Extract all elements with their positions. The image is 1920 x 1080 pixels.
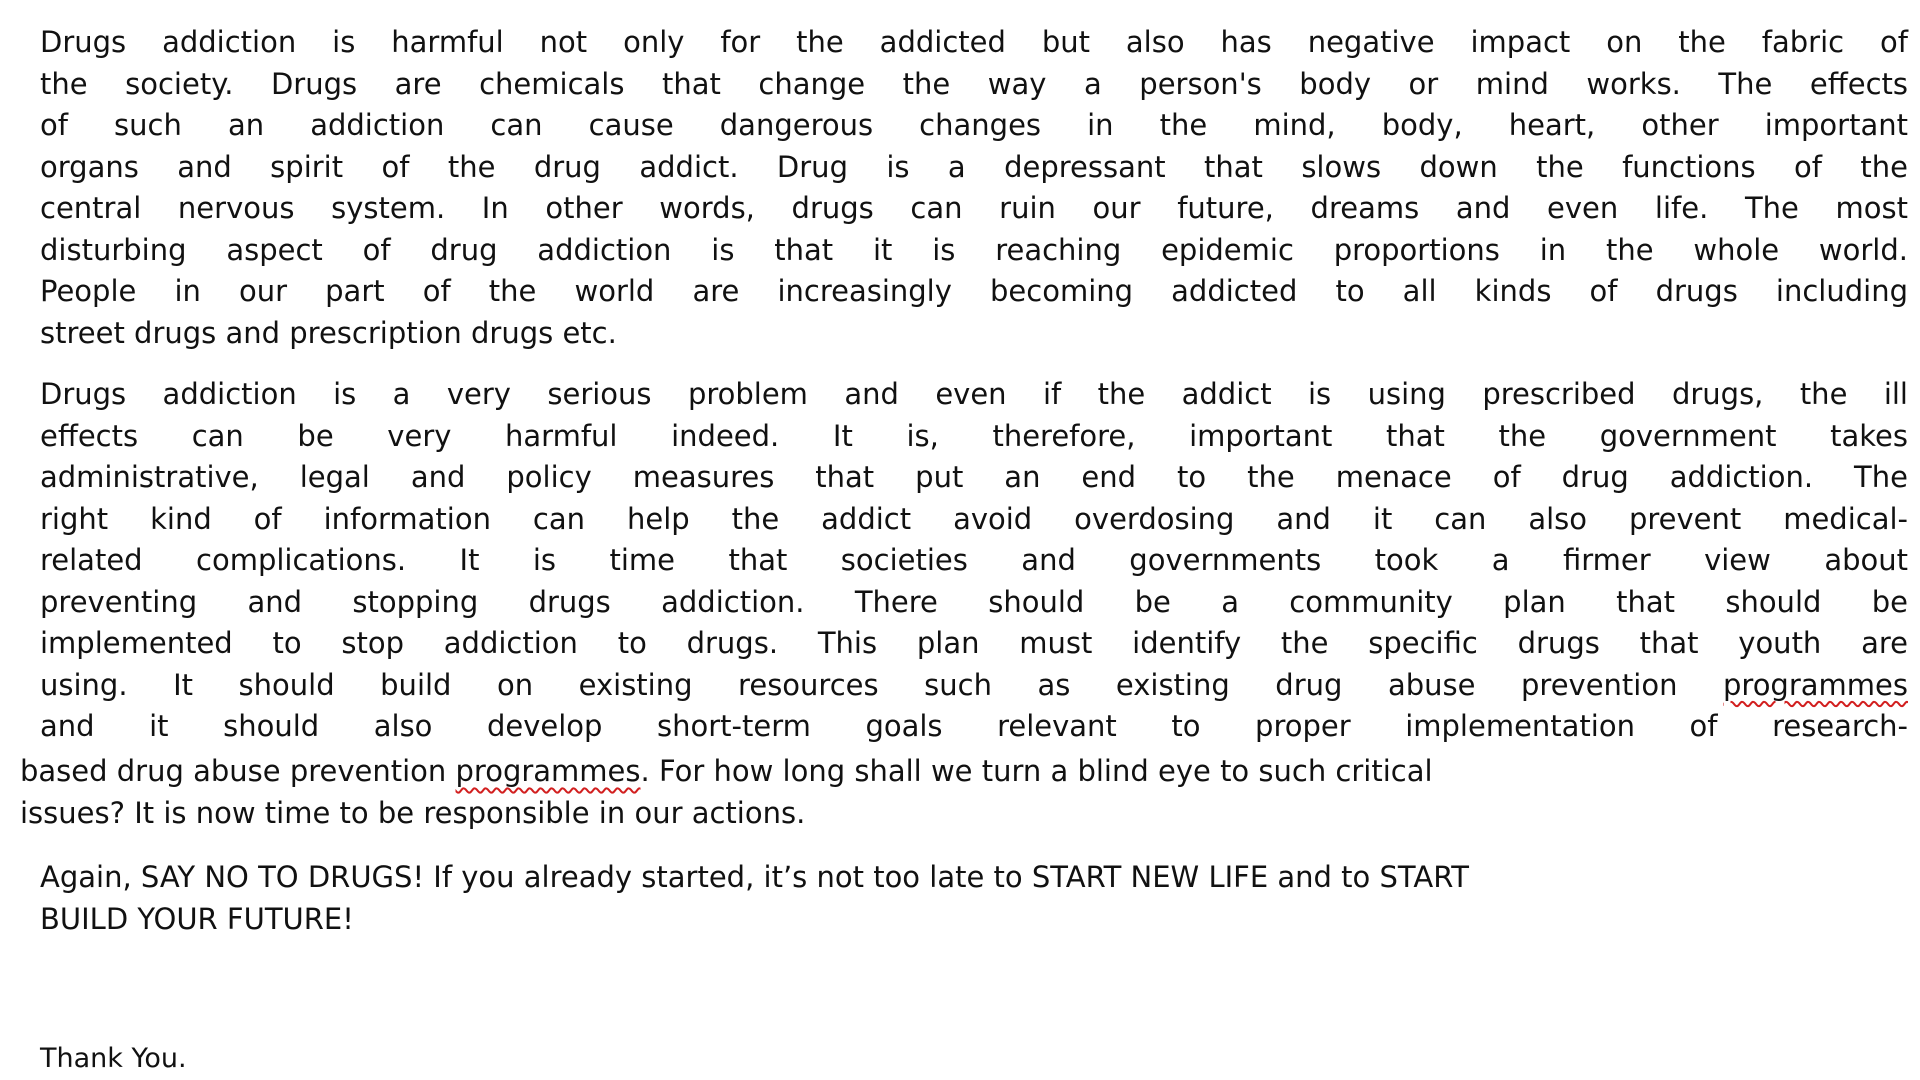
spellcheck-flagged-word[interactable]: programmes <box>455 754 641 788</box>
text-line: Again, SAY NO TO DRUGS! If you already started, it’s not too late to START NEW LIFE and to START <box>40 860 1469 894</box>
spellcheck-flagged-word[interactable]: programmes <box>1723 667 1908 702</box>
text-line: issues? It is now time to be responsible in our actions. <box>20 795 806 830</box>
text-line: Drugs addiction is a very serious problem and even if the addict is using prescribed drugs, the ill <box>40 377 1908 411</box>
text-line: preventing and stopping drugs addiction. There should be a community plan that should be <box>40 584 1908 619</box>
text-segment: . For how long shall we turn a blind eye to such critical <box>640 754 1433 788</box>
text-line: and it should also develop short-term goals relevant to proper implementation of research- <box>40 709 1908 743</box>
text-line: central nervous system. In other words, drugs can ruin our future, dreams and even life. The most <box>40 191 1908 225</box>
text-segment: using. It should build on existing resources such as existing drug abuse prevention <box>40 667 1723 702</box>
paragraph-2 <box>40 374 1908 748</box>
text-line: administrative, legal and policy measures that put an end to the menace of drug addiction. The <box>40 460 1908 494</box>
text-line: right kind of information can help the addict avoid overdosing and it can also prevent medical- <box>40 501 1908 536</box>
text-line <box>20 751 1900 793</box>
text-segment: based drug abuse prevention <box>20 754 456 788</box>
text-line: implemented to stop addiction to drugs. This plan must identify the specific drugs that youth are <box>40 626 1908 660</box>
text-line <box>40 665 1908 707</box>
text-line: effects can be very harmful indeed. It is, therefore, important that the government takes <box>40 418 1908 453</box>
text-line: street drugs and prescription drugs etc. <box>40 315 617 350</box>
paragraph-1 <box>40 22 1908 354</box>
paragraph-2-continued <box>20 751 1900 834</box>
paragraph-3 <box>40 857 1908 940</box>
text-line: organs and spirit of the drug addict. Drug is a depressant that slows down the functions of the <box>40 149 1908 184</box>
text-line: People in our part of the world are increasingly becoming addicted to all kinds of drugs including <box>40 274 1908 308</box>
closing-text: Thank You. <box>40 1043 187 1074</box>
text-line: BUILD YOUR FUTURE! <box>40 901 354 936</box>
text-line: related complications. It is time that societies and governments took a firmer view about <box>40 543 1908 577</box>
text-line: of such an addiction can cause dangerous changes in the mind, body, heart, other important <box>40 108 1908 142</box>
text-line: Drugs addiction is harmful not only for the addicted but also has negative impact on the fabric of <box>40 25 1908 59</box>
text-line: disturbing aspect of drug addiction is that it is reaching epidemic proportions in the whole world. <box>40 232 1908 267</box>
text-line: the society. Drugs are chemicals that change the way a person's body or mind works. The effects <box>40 66 1908 101</box>
